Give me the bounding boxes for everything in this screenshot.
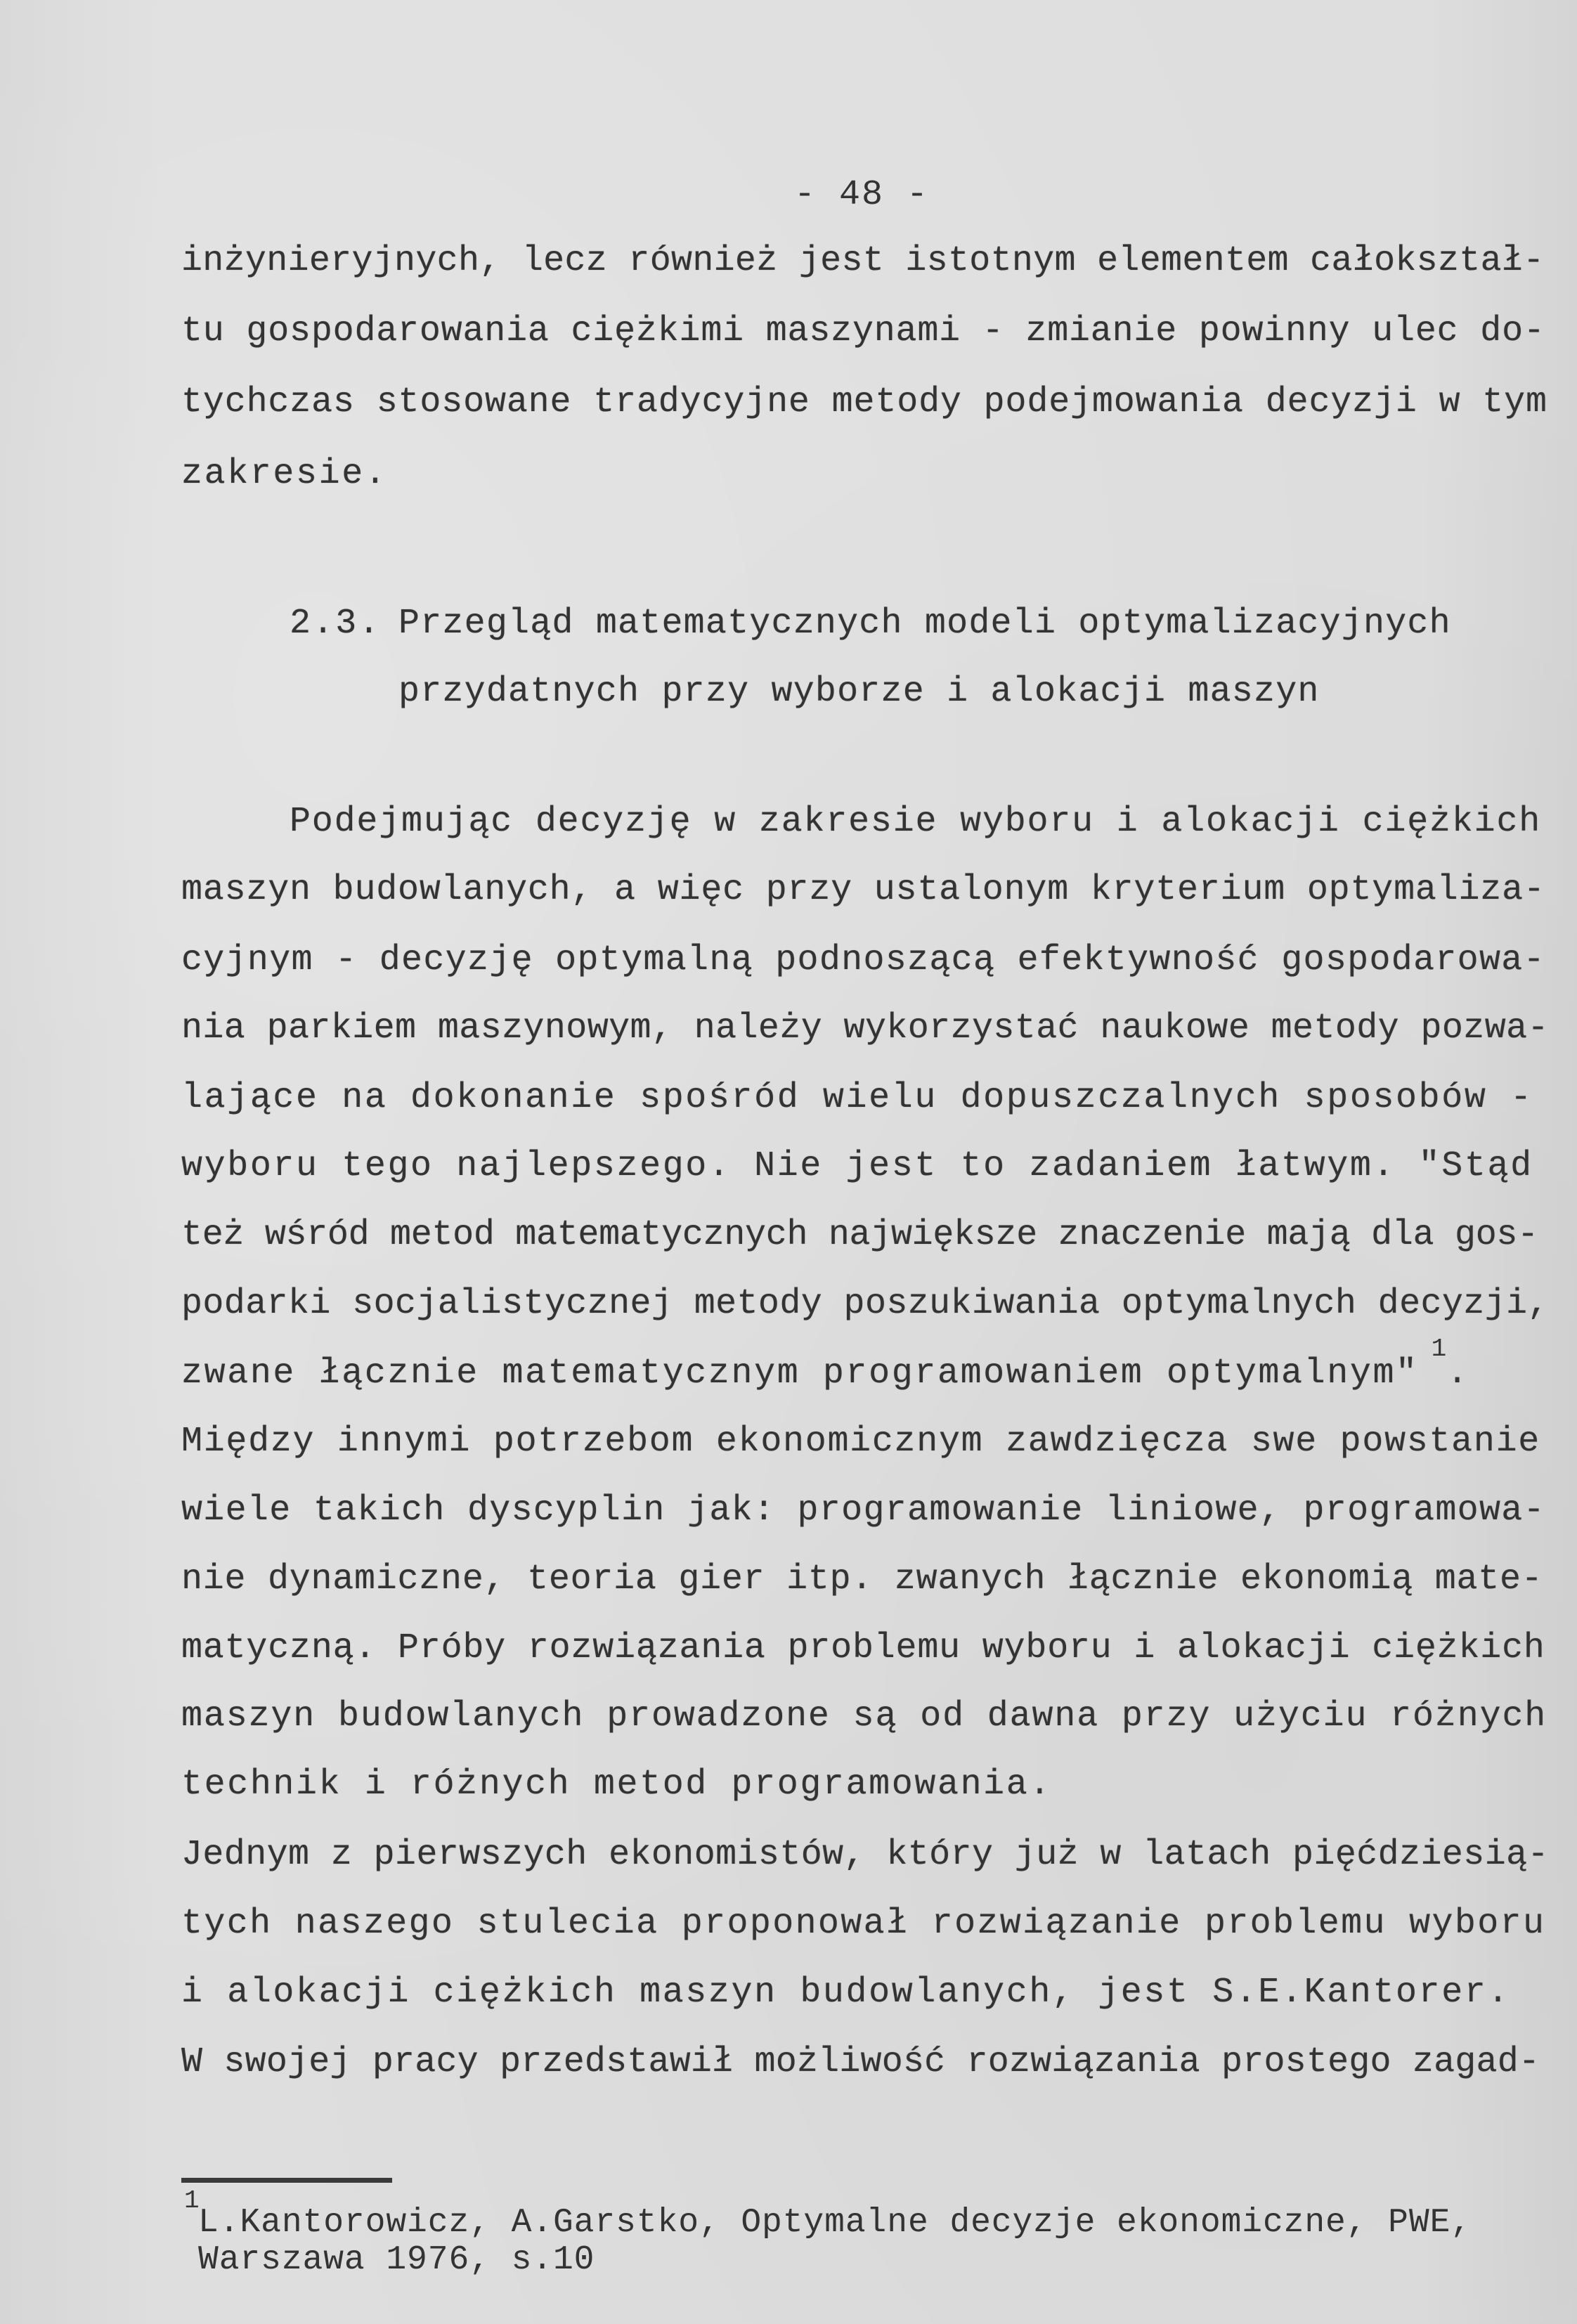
body-line: Podejmując decyzję w zakresie wyboru i alokacji ciężkich	[290, 802, 1542, 842]
section-heading-line-2: przydatnych przy wyborze i alokacji maszyn	[398, 672, 1320, 712]
body-line: cyjnym - decyzję optymalną podnoszącą efektywność gospodarowa-	[181, 940, 1545, 980]
body-line: wyboru tego najlepszego. Nie jest to zadaniem łatwym. "Stąd	[181, 1146, 1533, 1186]
body-line: W swojej pracy przedstawił możliwość rozwiązania prostego zagad-	[181, 2042, 1540, 2082]
body-line: nia parkiem maszynowym, należy wykorzystać naukowe metody pozwa-	[181, 1008, 1549, 1049]
page-number: - 48 -	[794, 175, 930, 215]
body-line: maszyn budowlanych prowadzone są od dawna przy użyciu różnych	[181, 1696, 1547, 1736]
body-line: podarki socjalistycznej metody poszukiwania optymalnych decyzji,	[181, 1284, 1549, 1324]
paragraph-line: tu gospodarowania ciężkimi maszynami - zmianie powinny ulec do-	[181, 311, 1545, 351]
body-line: lające na dokonanie spośród wielu dopuszczalnych sposobów -	[181, 1078, 1533, 1118]
body-line: nie dynamiczne, teoria gier itp. zwanych łącznie ekonomią mate-	[181, 1559, 1543, 1599]
body-line: Między innymi potrzebom ekonomicznym zawdzięcza swe powstanie	[181, 1422, 1540, 1462]
body-line: tych naszego stulecia proponował rozwiązanie problemu wyboru	[181, 1904, 1546, 1944]
footnote-reference-period: .	[1446, 1353, 1470, 1394]
body-line: Jednym z pierwszych ekonomistów, który już w latach pięćdziesią-	[181, 1835, 1549, 1875]
body-line: matyczną. Próby rozwiązania problemu wyboru i alokacji ciężkich	[181, 1628, 1545, 1668]
footnote-reference-marker: 1	[1431, 1335, 1447, 1363]
paragraph-line: zakresie.	[181, 454, 388, 494]
section-heading-line-1: Przegląd matematycznych modeli optymalizacyjnych	[398, 604, 1451, 644]
section-number: 2.3.	[290, 604, 382, 644]
footnote-separator-rule	[181, 2178, 392, 2183]
body-line-with-footnote-ref: zwane łącznie matematycznym programowaniem optymalnym"	[181, 1353, 1419, 1394]
body-line: maszyn budowlanych, a więc przy ustalonym kryterium optymaliza-	[181, 870, 1545, 910]
footnote-line-1: L.Kantorowicz, A.Garstko, Optymalne decyzje ekonomiczne, PWE,	[198, 2204, 1472, 2242]
paragraph-line: inżynieryjnych, lecz również jest istotnym elementem całokształ-	[181, 241, 1545, 281]
body-line: wiele takich dyscyplin jak: programowanie liniowe, programowa-	[181, 1491, 1545, 1531]
body-line: technik i różnych metod programowania.	[181, 1765, 1052, 1805]
body-line: i alokacji ciężkich maszyn budowlanych, jest S.E.Kantorer.	[181, 1973, 1511, 2013]
footnote-line-2: Warszawa 1976, s.10	[198, 2241, 595, 2279]
body-line: też wśród metod matematycznych największe znaczenie mają dla gos-	[181, 1215, 1538, 1255]
paragraph-line: tychczas stosowane tradycyjne metody podejmowania decyzji w tym	[181, 382, 1547, 422]
footnote-marker: 1	[184, 2186, 200, 2215]
